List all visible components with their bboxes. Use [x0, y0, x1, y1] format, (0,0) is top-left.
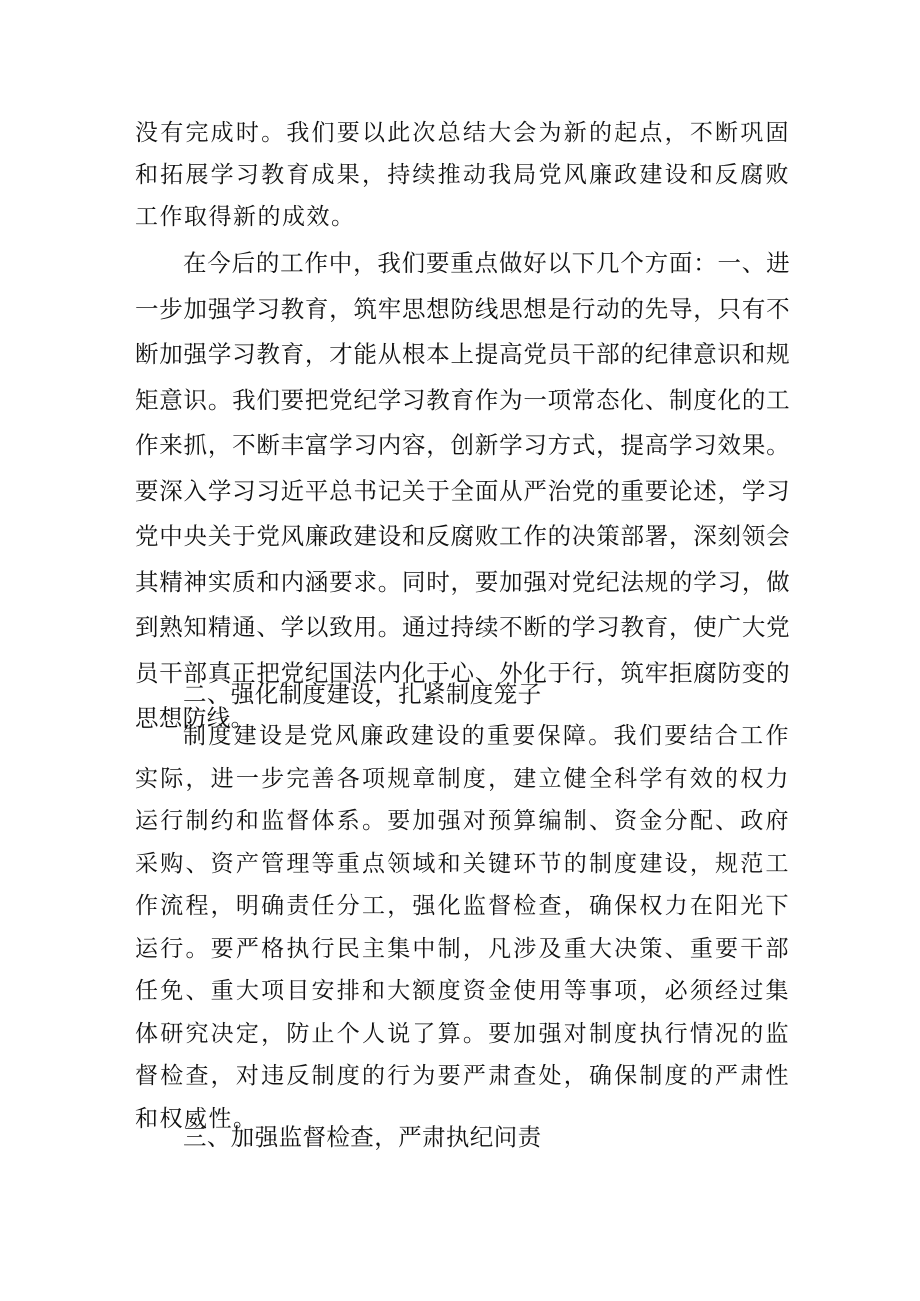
- paragraph-system-building: 制度建设是党风廉政建设的重要保障。我们要结合工作实际，进一步完善各项规章制度，建立健全科学有效的权力运行制约和监督体系。要加强对预算编制、资金分配、政府采购、资产管理等重点领域和关键环节的制度建设，规范工作流程，明确责任分工，强化监督检查，确保权力在阳光下运行。要严格执行民主集中制，凡涉及重大决策、重要干部任免、重大项目安排和大额度资金使用等事项，必须经过集体研究决定，防止个人说了算。要加强对制度执行情况的监督检查，对违反制度的行为要严肃查处，确保制度的严肃性和权威性。: [135, 723, 790, 1132]
- paragraph-study-education: 在今后的工作中，我们要重点做好以下几个方面：一、进一步加强学习教育，筑牢思想防线思想是行动的先导，只有不断加强学习教育，才能从根本上提高党员干部的纪律意识和规矩意识。我们要把党纪学习教育作为一项常态化、制度化的工作来抓，不断丰富学习内容，创新学习方式，提高学习效果。要深入学习习近平总书记关于全面从严治党的重要论述，学习党中央关于党风廉政建设和反腐败工作的决策部署，深刻领会其精神实质和内涵要求。同时，要加强对党纪法规的学习，做到熟知精通、学以致用。通过持续不断的学习教育，使广大党员干部真正把党纪国法内化于心、外化于行，筑牢拒腐防变的思想防线。: [135, 249, 790, 732]
- section-heading-supervision: 三、加强监督检查，严肃执纪问责: [183, 1123, 542, 1151]
- paragraph-closing-remarks: 没有完成时。我们要以此次总结大会为新的起点，不断巩固和拓展学习教育成果，持续推动我局党风廉政建设和反腐败工作取得新的成效。: [135, 120, 790, 230]
- section-heading-system-building: 二、强化制度建设，扎紧制度笼子: [183, 680, 542, 708]
